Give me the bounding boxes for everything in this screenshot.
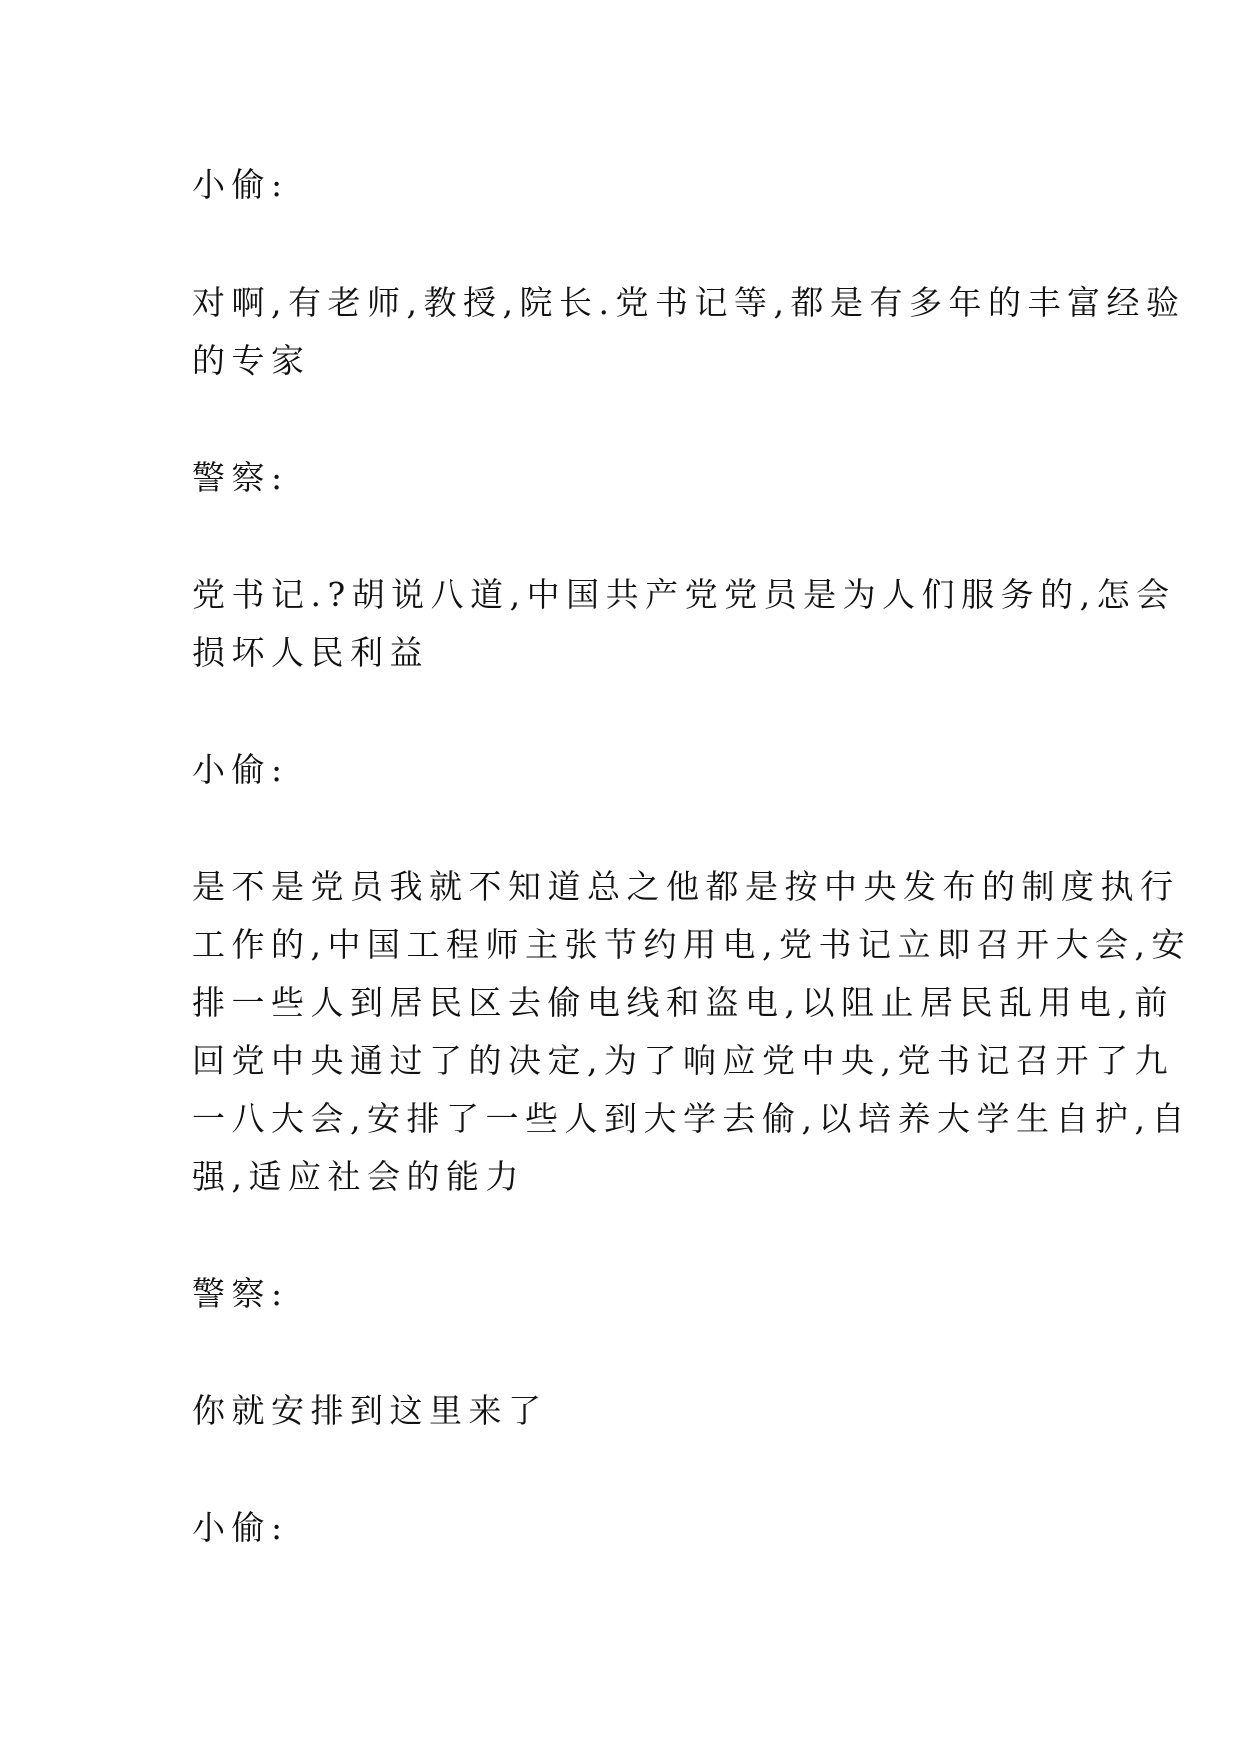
speaker-label: 小偷:	[192, 750, 289, 789]
dialogue-line: 回党中央通过了的决定,为了响应党中央,党书记召开了九	[192, 1041, 1174, 1080]
dialogue-line: 党书记.?胡说八道,中国共产党党员是为人们服务的,怎会	[192, 575, 1176, 614]
dialogue-line: 损坏人民利益	[192, 633, 429, 672]
dialogue-line: 是不是党员我就不知道总之他都是按中央发布的制度执行	[192, 867, 1180, 906]
dialogue-line: 一八大会,安排了一些人到大学去偷,以培养大学生自护,自	[192, 1099, 1191, 1138]
speaker-label: 小偷:	[192, 165, 289, 204]
dialogue-line: 强,适应社会的能力	[192, 1157, 525, 1196]
dialogue-line: 对啊,有老师,教授,院长.党书记等,都是有多年的丰富经验	[192, 283, 1186, 322]
speaker-label: 警察:	[192, 1274, 289, 1313]
speaker-label: 警察:	[192, 458, 289, 497]
dialogue-line: 工作的,中国工程师主张节约用电,党书记立即召开大会,安	[192, 925, 1191, 964]
dialogue-line: 你就安排到这里来了	[192, 1391, 548, 1430]
speaker-label: 小偷:	[192, 1508, 289, 1547]
dialogue-line: 的专家	[192, 341, 311, 380]
dialogue-line: 排一些人到居民区去偷电线和盗电,以阻止居民乱用电,前	[192, 983, 1174, 1022]
